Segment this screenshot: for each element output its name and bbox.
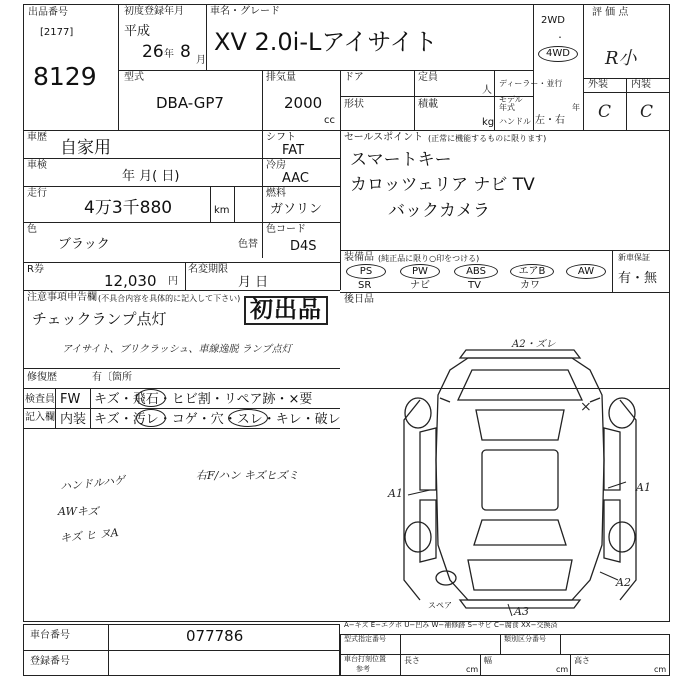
interior-value: C [640,102,654,122]
inspection-label: 車検 [27,160,47,171]
class-label: 類別区分番号 [504,635,546,643]
chassis-value: 077786 [186,627,244,645]
name-change-value: 月 日 [238,275,269,290]
equip-pw: PW [400,264,440,279]
shift-label: シフト [266,132,296,143]
chassis-label: 車台番号 [30,630,70,641]
width-unit: cm [556,665,569,674]
caution-text: チェックランプ点灯 [32,310,167,328]
grade-label: 評 価 点 [592,7,629,18]
drive-2wd: 2WD [541,15,565,26]
reg-label: 初度登録年月 [124,6,184,17]
equipment-label: 装備品 [344,252,374,263]
mileage-label: 走行 [27,188,47,199]
equip-leather: カワ [520,280,540,291]
shift-value: FAT [282,143,305,158]
door-label: ドア [344,72,364,83]
exterior-value: C [598,102,612,122]
disp-value: 2000 [284,94,323,112]
disp-unit: cc [324,115,335,126]
fuel-label: 燃料 [266,188,286,199]
type-cert-label: 型式指定番号 [344,635,386,643]
equip-aw: AW [566,264,606,279]
name-label: 車名・グレード [210,6,280,17]
car-damage-diagram [390,340,650,622]
person-unit: 人 [482,85,492,96]
lot-label: 出品番号 [28,7,68,18]
reg-month: 8 [180,42,191,62]
kg-unit: kg [482,117,495,128]
sales-line3: バックカメラ [388,201,490,221]
diagram-bottom-right-mark: A2 [616,576,631,589]
disp-label: 排気量 [266,72,296,83]
dealer-label: ディーラー・並行 [499,79,563,88]
sales-note: (正常に機能するものに限ります) [428,134,547,143]
name-change-label: 名変期限 [188,264,228,275]
color-label: 色 [27,224,37,235]
equip-navi: ナビ [410,280,430,291]
model-year-unit: 年 [572,103,580,112]
sales-label: セールスポイント [344,132,424,143]
color-code-label: 色コード [266,224,306,235]
new-warranty-label: 新車保証 [618,253,650,262]
caution-note: (不具合内容を具体的に記入して下さい) [98,294,241,303]
equip-sr: SR [358,280,372,291]
exterior-label: 外装 [588,79,608,90]
interior-label: 内装 [631,79,651,90]
type-value: DBA-GP7 [156,94,224,112]
car-name: XV 2.0i-Lアイサイト [214,28,438,56]
equip-ps: PS [346,264,386,279]
mileage-unit: km [214,205,230,216]
after-label: 後日品 [344,294,374,305]
ref-label: 参考 [356,665,370,673]
fuel-value: ガソリン [270,202,323,217]
equip-tv: TV [468,280,481,291]
lot-sub: [2177] [40,27,74,38]
reg-number-label: 登録番号 [30,656,70,667]
height-label: 高さ [574,656,590,665]
plate-label: 車台打刻位置 [344,655,386,663]
handle-label: ハンドル [499,117,531,126]
repair-value: 有〔箇所 [92,372,132,383]
diagram-bottom-mark: A3 [514,605,529,618]
capacity-label: 定員 [418,72,438,83]
recycle-label: R券 [27,264,44,275]
color-value: ブラック [58,237,110,252]
drive-4wd: 4WD [538,46,578,62]
reg-era: 平成 [124,24,151,39]
history-label: 車歴 [27,132,47,143]
sales-line2: カロッツェリア ナビ TV [350,175,535,195]
height-unit: cm [654,665,667,674]
recycle-unit: 円 [168,276,178,287]
caution-handwritten: アイサイト、ブリクラッシュ、車線逸脱 ランプ点灯 [62,344,292,355]
new-warranty-value: 有・無 [618,271,658,286]
length-unit: cm [466,665,479,674]
int-items: キズ・汚レ・コゲ・穴・スレ・キレ・破レ [94,412,341,427]
first-listing-stamp: 初出品 [244,296,328,325]
equipment-note: (純正品に限り○印をつける) [378,254,480,263]
diagram-left-mark: A1 [388,487,403,500]
note-aw: AWキズ [58,505,99,518]
mileage-value: 4万3千880 [84,198,173,218]
diagram-right-mark: A1 [636,481,651,494]
reg-year-unit: 年 [164,49,174,60]
fw-items: キズ・飛石・ヒビ割・リペア跡・×要 [94,392,313,407]
equip-abs: ABS [454,264,498,279]
inspection-value: 年 月( 日) [122,169,180,184]
repair-label: 修復歴 [27,372,57,383]
load-label: 積載 [418,99,438,110]
fw-label: FW [60,392,81,407]
inspector-label2: 記入欄 [25,412,55,423]
caution-label: 注意事項申告欄 [27,292,97,303]
length-label: 長さ [404,656,420,665]
ac-label: 冷房 [266,160,286,171]
recycle-value: 12,030 [104,272,157,290]
int-label: 内装 [60,412,87,427]
grade-value: R小 [605,48,637,69]
note-front-right: 右F/ハン キズヒズミ [196,469,299,482]
damage-legend: A−キズ E−エクボ U−凹み W−補修跡 S−サビ C−腐食 XX−交換済 [344,621,558,629]
note-scratch: キズ ヒ ヌA [59,525,120,546]
note-handle: ハンドルハゲ [59,473,126,494]
shape-label: 形状 [344,99,364,110]
lot-number: 8129 [33,62,97,91]
color-code-value: D4S [290,239,317,254]
diagram-right-x: × [580,399,592,415]
ac-value: AAC [282,171,309,186]
diagram-top-mark: A2・ズレ [512,339,556,350]
handle-value: 左・右 [535,115,565,126]
type-label: 型式 [124,72,144,83]
sales-line1: スマートキー [350,150,452,170]
inspector-label1: 検査員 [25,394,55,405]
width-label: 幅 [484,656,492,665]
model-year-label: モデル年式 [499,95,523,112]
reg-month-unit: 月 [196,55,206,66]
history-value: 自家用 [60,138,111,158]
spare-label: スペア [428,601,452,610]
reg-year: 26 [142,42,164,62]
equip-airbag: エアB [510,264,554,279]
color-change-label: 色替 [238,239,258,250]
